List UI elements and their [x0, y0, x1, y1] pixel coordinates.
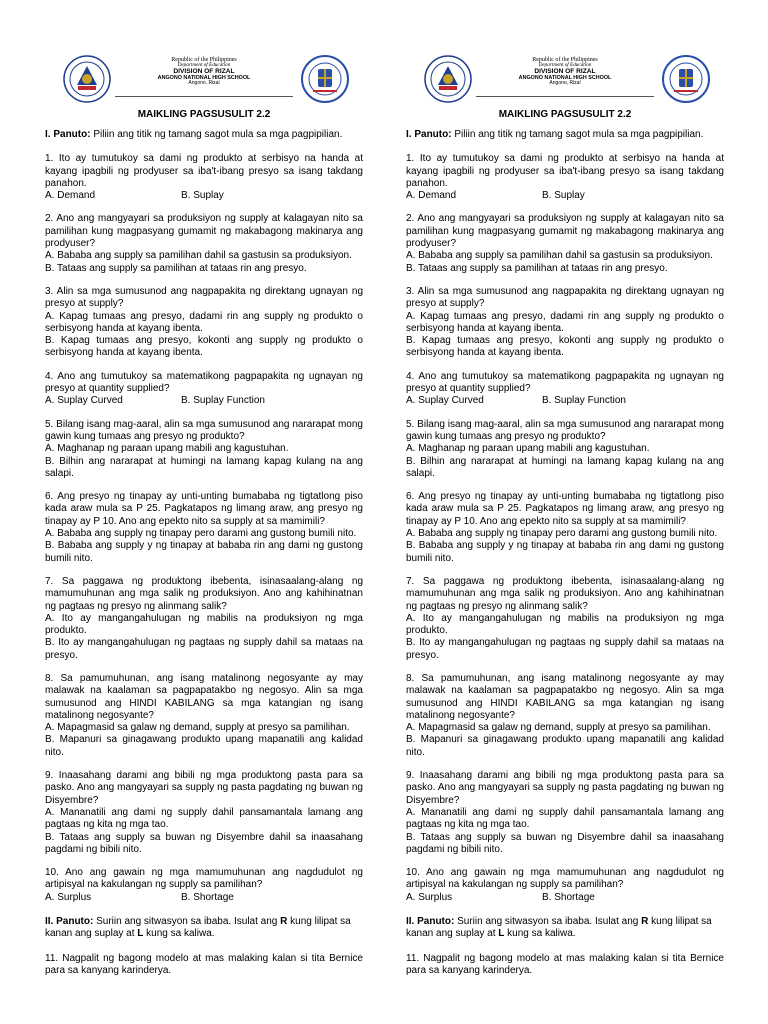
choice-row: [45, 395, 363, 407]
question-5: [45, 419, 363, 480]
question-stem: 8. Sa pamumuhunan, ang isang matalinong negosyante ay may malawak na kaalaman sa pagpapatakbo ng negosyo. Alin sa mga sumusunod ang HINDI KABILANG sa mga katangian ng isang matalinong negosyante?: [406, 672, 724, 721]
question-stem: 4. Ano ang tumutukoy sa matematikong pagpapakita ng ugnayan ng presyo at quantity supplied?: [45, 370, 363, 395]
choice-b: B. Suplay Function: [181, 395, 265, 407]
choice-a: A. Surplus: [45, 891, 92, 903]
letterhead: [45, 0, 363, 100]
part1-text: Piliin ang titik ng tamang sagot mula sa mga pagpipilian.: [451, 129, 704, 140]
choice-a: A. Surplus: [406, 891, 453, 903]
question-7: [45, 576, 363, 662]
part2-text: kung sa kaliwa.: [143, 928, 215, 940]
question-6: [45, 491, 363, 565]
choice-b: B. Bilhin ang nararapat at humingi na lamang kapag kulang na ang salapi.: [406, 455, 724, 479]
choice-a: A. Mapagmasid sa galaw ng demand, supply at presyo sa pamilihan.: [45, 722, 350, 734]
school-line: ANGONO NATIONAL HIGH SCHOOL: [157, 74, 251, 81]
part1-label: I. Panuto:: [45, 129, 91, 140]
choice-b: B. Suplay: [181, 190, 224, 202]
question-stem: 10. Ano ang gawain ng mga mamumuhunan ang nagdudulot ng artipisyal na kakulangan ng supply sa pamilihan?: [45, 867, 363, 891]
deped-seal-icon: [63, 55, 111, 103]
question-stem: 7. Sa paggawa ng produktong ibebenta, isinasaalang-alang ng mamumuhunan ang mga salik ng produksiyon. Ano ang kahihinatnan ng pagtaas ng presyo ng alinmang salik?: [45, 575, 363, 612]
quiz-column-left: [45, 0, 363, 977]
choice-b: B. Suplay Function: [542, 395, 626, 407]
question-stem: 3. Alin sa mga sumusunod ang nagpapakita ng direktang ugnayan ng presyo at supply?: [45, 285, 363, 310]
choice-b: B. Mapanuri sa ginagawang produkto upang mapanatili ang kalidad nito.: [45, 734, 363, 758]
choice-row: [45, 190, 363, 202]
republic-line: Republic of the Philippines: [532, 57, 598, 63]
choice-a: A. Kapag tumaas ang presyo, dadami rin ang supply ng produkto o serbisyong handa at kayang ibenta.: [406, 310, 724, 334]
school-line: ANGONO NATIONAL HIGH SCHOOL: [518, 74, 612, 81]
choice-b: B. Suplay: [542, 190, 585, 202]
choice-a: A. Bababa ang supply ng tinapay pero darami ang gustong bumili nito.: [45, 528, 357, 540]
part2-instructions: [45, 916, 363, 941]
question-stem: 9. Inaasahang darami ang bibili ng mga produktong pasta para sa pasko. Ano ang mangyayari sa supply ng pasta pagdating ng buwan ng Disyembre?: [45, 770, 363, 806]
question-6: [406, 491, 724, 565]
quiz-column-right: [406, 0, 724, 977]
part2-text: kung sa kaliwa.: [504, 928, 576, 940]
question-stem: 2. Ano ang mangyayari sa produksiyon ng supply at kalagayan nito sa pamilihan kung magpasyang gumamit ng makabagong makinarya ang prodyuser?: [45, 213, 363, 250]
choice-b: B. Bababa ang supply y ng tinapay at bababa rin ang dami ng gustong bumili nito.: [45, 540, 363, 564]
question-5: [406, 419, 724, 480]
part2-text: kung lilipat sa kanan ang suplay at: [406, 916, 712, 940]
choice-b: B. Ito ay mangangahulugan ng pagtaas ng supply dahil sa mataas na presyo.: [406, 637, 724, 661]
part2-instructions: [406, 916, 724, 941]
choice-a: A. Suplay Curved: [406, 395, 484, 407]
part2-text: Suriin ang sitwasyon sa ibaba. Isulat ang: [93, 916, 281, 928]
letterhead-text: [115, 57, 293, 87]
part2-label: II. Panuto:: [406, 916, 455, 928]
question-8: [406, 673, 724, 759]
choice-a: A. Mananatili ang dami ng supply dahil pansamantala lamang ang pagtaas ng kita ng mga tao.: [406, 806, 724, 831]
question-2: [45, 213, 363, 274]
choice-a: A. Demand: [406, 190, 457, 202]
choice-a: A. Demand: [45, 190, 96, 202]
division-line: DIVISION OF RIZAL: [534, 67, 596, 75]
department-line: Department of Education: [177, 62, 231, 69]
choice-a: A. Suplay Curved: [45, 395, 123, 407]
choice-a: A. Bababa ang supply ng tinapay pero darami ang gustong bumili nito.: [406, 528, 718, 540]
question-stem: 6. Ang presyo ng tinapay ay unti-unting bumababa ng tigtatlong piso kada araw mula sa P 25. Pagkatapos ng limang araw, ang presyo ng tinapay ay P 10. Ano ang epekto nito sa supply at sa mamimili?: [406, 491, 724, 527]
letterhead: [406, 0, 724, 100]
part2-label: II. Panuto:: [45, 916, 94, 928]
question-stem: 8. Sa pamumuhunan, ang isang matalinong negosyante ay may malawak na kaalaman sa pagpapatakbo ng negosyo. Alin sa mga sumusunod ang HINDI KABILANG sa mga katangian ng isang matalinong negosyante?: [45, 672, 363, 721]
choice-b: B. Tataas ang supply sa pamilihan at tataas rin ang presyo.: [406, 262, 668, 274]
part1-instructions: [45, 129, 363, 141]
choice-b: B. Kapag tumaas ang presyo, kokonti ang supply ng produkto o serbisyong handa at kayang ibenta.: [45, 335, 363, 359]
part2-text: kung lilipat sa kanan ang suplay at: [45, 916, 351, 940]
part2-text: Suriin ang sitwasyon sa ibaba. Isulat ang: [454, 916, 642, 928]
school-seal-icon: [301, 55, 349, 103]
republic-line: Republic of the Philippines: [171, 57, 237, 63]
choice-a: A. Bababa ang supply sa pamilihan dahil sa gastusin sa produksiyon.: [45, 250, 352, 262]
choice-b: B. Bilhin ang nararapat at humingi na lamang kapag kulang na ang salapi.: [45, 455, 363, 479]
question-stem: 5. Bilang isang mag-aaral, alin sa mga sumusunod ang nararapat mong gawin kung tumaas ang presyo ng produkto?: [406, 418, 724, 442]
school-seal-icon: [662, 55, 710, 103]
place-line: Angono, Rizal: [549, 80, 581, 87]
question-3: [45, 286, 363, 360]
part2-r-letter: R: [280, 916, 288, 928]
part2-r-letter: R: [641, 916, 649, 928]
question-2: [406, 213, 724, 274]
question-10: [406, 867, 724, 904]
choice-a: A. Ito ay mangangahulugan ng mabilis na produksiyon ng mga produkto.: [406, 612, 724, 637]
quiz-content: [45, 129, 363, 977]
question-stem: 4. Ano ang tumutukoy sa matematikong pagpapakita ng ugnayan ng presyo at quantity supplied?: [406, 370, 724, 395]
question-stem: 1. Ito ay tumutukoy sa dami ng produkto at serbisyo na handa at kayang ipagbili ng prodyuser sa iba't-ibang presyo sa isang takdang panahon.: [406, 153, 724, 189]
question-stem: 10. Ano ang gawain ng mga mamumuhunan ang nagdudulot ng artipisyal na kakulangan ng supply sa pamilihan?: [406, 867, 724, 891]
part1-instructions: [406, 129, 724, 141]
question-stem: 6. Ang presyo ng tinapay ay unti-unting bumababa ng tigtatlong piso kada araw mula sa P 25. Pagkatapos ng limang araw, ang presyo ng tinapay ay P 10. Ano ang epekto nito sa supply at sa mamimili?: [45, 491, 363, 527]
question-7: [406, 576, 724, 662]
choice-row: [406, 395, 724, 407]
choice-a: A. Maghanap ng paraan upang mabili ang kagustuhan.: [45, 443, 289, 455]
question-1: [406, 153, 724, 202]
choice-a: A. Mananatili ang dami ng supply dahil pansamantala lamang ang pagtaas ng kita ng mga tao.: [45, 806, 363, 831]
choice-row: [45, 892, 363, 904]
question-1: [45, 153, 363, 202]
place-line: Angono, Rizal: [188, 80, 220, 87]
question-10: [45, 867, 363, 904]
question-9: [45, 770, 363, 856]
choice-b: B. Mapanuri sa ginagawang produkto upang mapanatili ang kalidad nito.: [406, 734, 724, 758]
question-8: [45, 673, 363, 759]
letterhead-text: [476, 57, 654, 87]
part2-l-letter: L: [498, 928, 505, 940]
quiz-title: MAIKLING PAGSUSULIT 2.2: [498, 109, 632, 120]
question-stem: 3. Alin sa mga sumusunod ang nagpapakita ng direktang ugnayan ng presyo at supply?: [406, 285, 724, 310]
choice-b: B. Bababa ang supply y ng tinapay at bababa rin ang dami ng gustong bumili nito.: [406, 540, 724, 564]
question-stem: 1. Ito ay tumutukoy sa dami ng produkto at serbisyo na handa at kayang ipagbili ng prodyuser sa iba't-ibang presyo sa isang takdang panahon.: [45, 153, 363, 189]
question-3: [406, 286, 724, 360]
choice-a: A. Ito ay mangangahulugan ng mabilis na produksiyon ng mga produkto.: [45, 612, 363, 637]
choice-a: A. Maghanap ng paraan upang mabili ang kagustuhan.: [406, 443, 650, 455]
letterhead-divider: [115, 96, 293, 97]
choice-b: B. Shortage: [542, 891, 595, 903]
quiz-content: [406, 129, 724, 977]
choice-row: [406, 892, 724, 904]
department-line: Department of Education: [538, 62, 592, 69]
choice-b: B. Tataas ang supply sa buwan ng Disyembre dahil sa inaasahang pagdami ng bibili nito.: [45, 831, 363, 855]
choice-a: A. Kapag tumaas ang presyo, dadami rin ang supply ng produkto o serbisyong handa at kayang ibenta.: [45, 310, 363, 334]
choice-b: B. Tataas ang supply sa buwan ng Disyembre dahil sa inaasahang pagdami ng bibili nito.: [406, 831, 724, 855]
question-11: 11. Nagpalit ng bagong modelo at mas malaking kalan si tita Bernice para sa kanyang karinderya.: [45, 952, 363, 976]
question-stem: 5. Bilang isang mag-aaral, alin sa mga sumusunod ang nararapat mong gawin kung tumaas ang presyo ng produkto?: [45, 418, 363, 442]
choice-b: B. Kapag tumaas ang presyo, kokonti ang supply ng produkto o serbisyong handa at kayang ibenta.: [406, 335, 724, 359]
question-4: [406, 371, 724, 408]
question-stem: 2. Ano ang mangyayari sa produksiyon ng supply at kalagayan nito sa pamilihan kung magpasyang gumamit ng makabagong makinarya ang prodyuser?: [406, 213, 724, 250]
question-stem: 7. Sa paggawa ng produktong ibebenta, isinasaalang-alang ng mamumuhunan ang mga salik ng produksiyon. Ano ang kahihinatnan ng pagtaas ng presyo ng alinmang salik?: [406, 575, 724, 612]
choice-b: B. Tataas ang supply sa pamilihan at tataas rin ang presyo.: [45, 262, 307, 274]
choice-a: A. Bababa ang supply sa pamilihan dahil sa gastusin sa produksiyon.: [406, 250, 713, 262]
choice-row: [406, 190, 724, 202]
division-line: DIVISION OF RIZAL: [173, 67, 235, 75]
question-9: [406, 770, 724, 856]
question-11: 11. Nagpalit ng bagong modelo at mas malaking kalan si tita Bernice para sa kanyang karinderya.: [406, 952, 724, 976]
part2-l-letter: L: [137, 928, 144, 940]
question-stem: 9. Inaasahang darami ang bibili ng mga produktong pasta para sa pasko. Ano ang mangyayari sa supply ng pasta pagdating ng buwan ng Disyembre?: [406, 770, 724, 806]
question-4: [45, 371, 363, 408]
part1-label: I. Panuto:: [406, 129, 452, 140]
quiz-title: MAIKLING PAGSUSULIT 2.2: [137, 109, 271, 120]
choice-b: B. Ito ay mangangahulugan ng pagtaas ng supply dahil sa mataas na presyo.: [45, 637, 363, 661]
choice-a: A. Mapagmasid sa galaw ng demand, supply at presyo sa pamilihan.: [406, 722, 711, 734]
letterhead-divider: [476, 96, 654, 97]
part1-text: Piliin ang titik ng tamang sagot mula sa mga pagpipilian.: [90, 129, 343, 140]
deped-seal-icon: [424, 55, 472, 103]
choice-b: B. Shortage: [181, 891, 234, 903]
